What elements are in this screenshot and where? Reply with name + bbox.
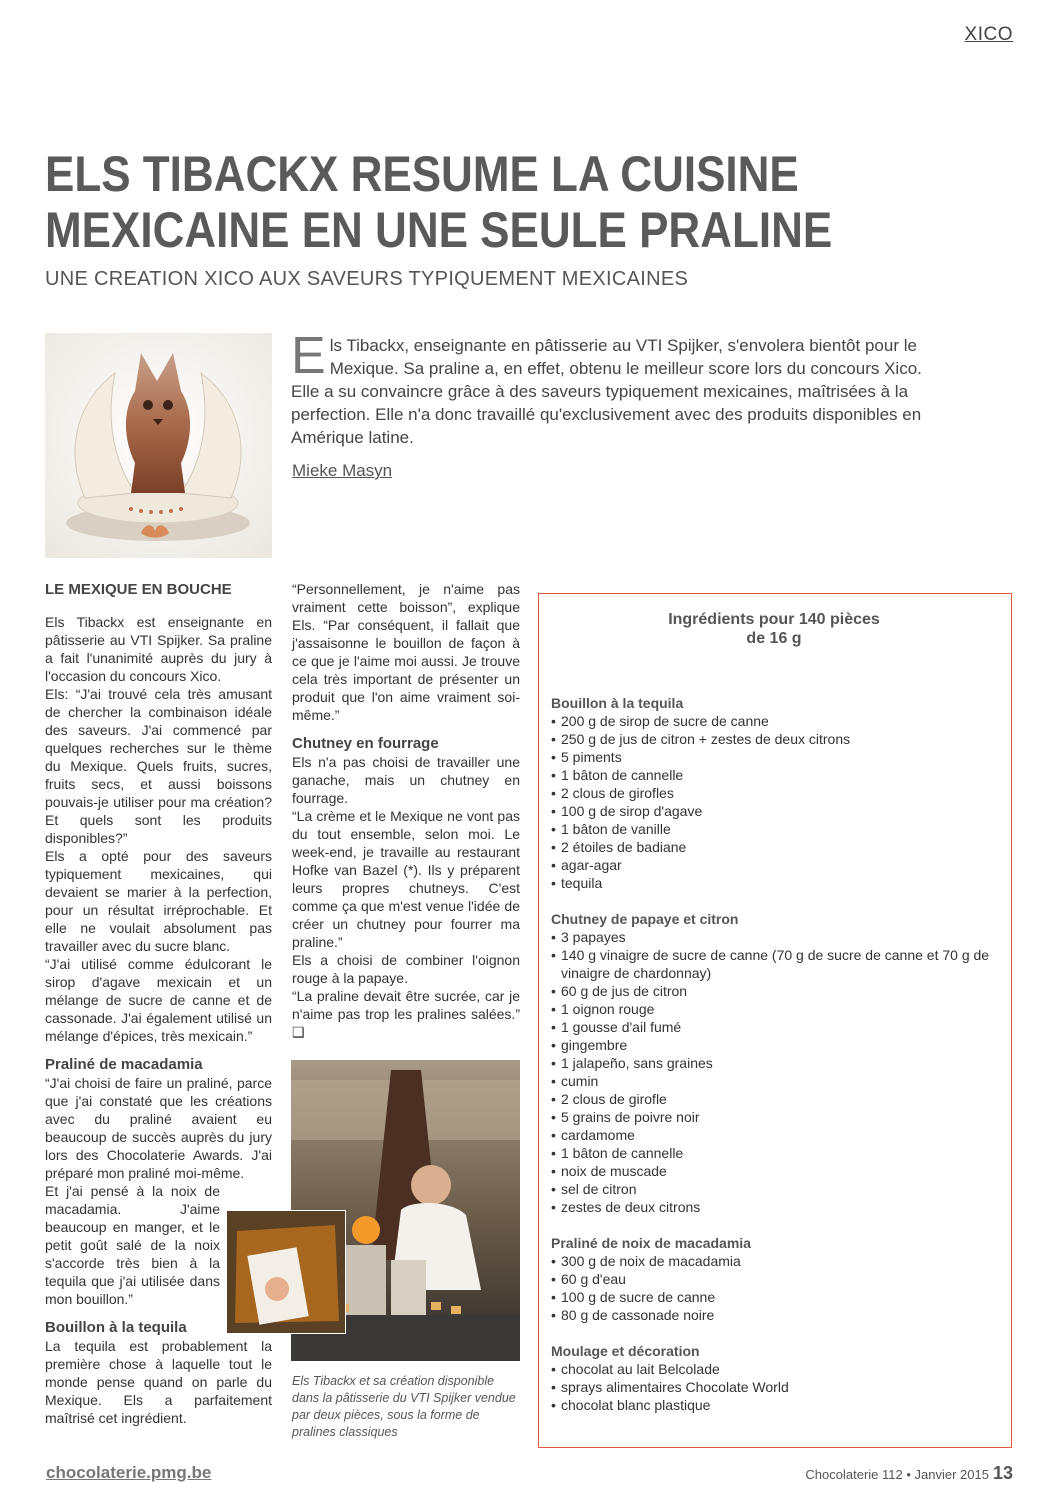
ingredient-group-title: Chutney de papaye et citron bbox=[551, 911, 739, 927]
ingredient-item: • 60 g de jus de citron bbox=[551, 982, 1001, 1000]
ingredient-item: • 1 jalapeño, sans graines bbox=[551, 1054, 1001, 1072]
ingredient-item: • 200 g de sirop de sucre de canne bbox=[551, 712, 1001, 730]
ingredient-item: • chocolat blanc plastique bbox=[551, 1396, 1001, 1414]
ingredients-box bbox=[538, 593, 1012, 1448]
praline-sculpture-photo bbox=[45, 333, 272, 558]
paragraph: Els: “J'ai trouvé cela très amusant de chercher la combinaison idéale des saveurs. J'ai commencé par quelques recherches sur le thème du Mexique. Quels fruits, sucres, fruits secs, et aussi boissons pouvais-je utiliser pour ma création? Et quels sont les produits disponibles?” bbox=[45, 686, 272, 846]
praline-packet-photo bbox=[226, 1210, 346, 1334]
paragraph: Els Tibackx est enseignante en pâtisserie au VTI Spijker. Sa praline a fait l'unanimité auprès du jury à l'occasion du concours Xico. bbox=[45, 614, 272, 684]
ingredient-item: • sprays alimentaires Chocolate World bbox=[551, 1378, 1001, 1396]
footer-issue: Chocolaterie 112 • Janvier 2015 bbox=[805, 1467, 989, 1482]
ingredient-item: • 2 clous de girofles bbox=[551, 784, 1001, 802]
headline bbox=[45, 146, 890, 258]
ingredient-group-praline bbox=[551, 1234, 1001, 1324]
ingredient-item: • 140 g vinaigre de sucre de canne (70 g de sucre de canne et 70 g de vinaigre de chardonnay) bbox=[551, 946, 1001, 982]
intro-dropcap: E bbox=[291, 327, 326, 385]
ingredient-item: • 1 bâton de cannelle bbox=[551, 766, 1001, 784]
ingredient-item: • 1 bâton de cannelle bbox=[551, 1144, 1001, 1162]
footer-website-link[interactable]: chocolaterie.pmg.be bbox=[46, 1463, 212, 1482]
intro-paragraph bbox=[291, 327, 931, 449]
paragraph: “J'ai choisi de faire un praliné, parce que j'ai constaté que les créations avec du praliné avaient eu beaucoup de succès auprès du jury lors des Chocolaterie Awards. J'ai préparé mon praliné moi-même. bbox=[45, 1075, 272, 1181]
paragraph: Els a choisi de combiner l'oignon rouge à la papaye. bbox=[292, 952, 520, 986]
ingredient-item: • 2 étoiles de badiane bbox=[551, 838, 1001, 856]
praline-sculpture-illustration bbox=[45, 333, 272, 558]
photo-caption: Els Tibackx et sa création disponible dans la pâtisserie du VTI Spijker vendue par deux pièces, sous la forme de pralines classiques bbox=[292, 1374, 516, 1439]
ingredient-item: • agar-agar bbox=[551, 856, 1001, 874]
ingredient-item: • 1 oignon rouge bbox=[551, 1000, 1001, 1018]
intro-text: ls Tibackx, enseignante en pâtisserie au VTI Spijker, s'envolera bientôt pour le Mexique. Sa praline a, en effet, obtenu le meilleur score lors du concours Xico. Elle a su convaincre grâce à des saveurs typiquement mexicaines, maîtrisées à la perfection. Elle n'a donc travaillé qu'exclusivement avec des produits disponibles en Amérique latine. bbox=[291, 336, 922, 447]
ingredient-item: • 100 g de sucre de canne bbox=[551, 1288, 1001, 1306]
ingredient-item: • noix de muscade bbox=[551, 1162, 1001, 1180]
headline-line-1: ELS TIBACKX RESUME LA CUISINE bbox=[45, 146, 799, 202]
ingredient-item: • chocolat au lait Belcolade bbox=[551, 1360, 1001, 1378]
ingredient-item: • cumin bbox=[551, 1072, 1001, 1090]
ingredient-group-chutney bbox=[551, 910, 1001, 1216]
paragraph: La tequila est probablement la première chose à laquelle tout le monde pense quand on parle du Mexique. Els a parfaitement maîtrisé cet ingrédient. bbox=[45, 1338, 272, 1426]
section-heading-praline: Praliné de macadamia bbox=[45, 1056, 203, 1073]
paragraph: “Personnellement, je n'aime pas vraiment cette boisson”, explique Els. “Par conséquent, il fallait que j'assaisonne le bouillon de façon à ce que je l'aime moi aussi. Je trouve cela très important de présenter un produit que l'on aime vraiment soi-même.” bbox=[292, 581, 520, 723]
section-tag: XICO bbox=[964, 24, 1013, 45]
section-heading-chutney: Chutney en fourrage bbox=[292, 735, 439, 752]
ingredient-item: • 80 g de cassonade noire bbox=[551, 1306, 1001, 1324]
paragraph: Et j'ai pensé à la noix de macadamia. J'aime beaucoup en manger, et le petit goût salé de la noix s'accorde très bien à la tequila que j'ai utilisée dans mon bouillon.” bbox=[45, 1183, 220, 1307]
author-byline[interactable]: Mieke Masyn bbox=[292, 461, 393, 480]
subheadline: UNE CREATION XICO AUX SAVEURS TYPIQUEMENT MEXICAINES bbox=[45, 268, 689, 290]
ingredient-group-moulage bbox=[551, 1342, 1001, 1414]
ingredient-item: • gingembre bbox=[551, 1036, 1001, 1054]
ingredient-item: • 1 gousse d'ail fumé bbox=[551, 1018, 1001, 1036]
ingredient-item: • 3 papayes bbox=[551, 928, 1001, 946]
ingredient-group-title: Praliné de noix de macadamia bbox=[551, 1235, 751, 1251]
ingredient-item: • sel de citron bbox=[551, 1180, 1001, 1198]
ingredient-group-title: Moulage et décoration bbox=[551, 1343, 700, 1359]
ingredient-item: • 60 g d'eau bbox=[551, 1270, 1001, 1288]
ingredient-list bbox=[551, 1252, 1001, 1324]
ingredient-item: • 2 clous de girofle bbox=[551, 1090, 1001, 1108]
ingredients-title-line-1: Ingrédients pour 140 pièces bbox=[668, 611, 880, 628]
paragraph: Els a opté pour des saveurs typiquement mexicaines, qui devaient se marier à la perfection, pour un résultat irréprochable. Et elle ne voulait absolument pas travailler avec du sucre blanc. bbox=[45, 848, 272, 954]
footer-issue-info bbox=[805, 1463, 1013, 1484]
section-heading-mexique: LE MEXIQUE EN BOUCHE bbox=[45, 581, 232, 598]
ingredient-item: • 5 grains de poivre noir bbox=[551, 1108, 1001, 1126]
section-heading-bouillon: Bouillon à la tequila bbox=[45, 1319, 187, 1336]
ingredient-list bbox=[551, 928, 1001, 1216]
ingredient-item: • tequila bbox=[551, 874, 1001, 892]
ingredient-item: • 250 g de jus de citron + zestes de deux citrons bbox=[551, 730, 1001, 748]
page-number: 13 bbox=[992, 1463, 1013, 1483]
paragraph: “La crème et le Mexique ne vont pas du tout ensemble, selon moi. Le week-end, je travaille au restaurant Hofke van Bazel (*). Ils y préparent leurs propres chutneys. C'est comme ça que m'est venue l'idée de créer un chutney pour fourrer ma praline.” bbox=[292, 808, 520, 950]
ingredient-item: • 100 g de sirop d'agave bbox=[551, 802, 1001, 820]
ingredient-item: • 5 piments bbox=[551, 748, 1001, 766]
ingredient-list bbox=[551, 1360, 1001, 1414]
ingredient-item: • cardamome bbox=[551, 1126, 1001, 1144]
headline-line-2: MEXICAINE EN UNE SEULE PRALINE bbox=[45, 202, 833, 258]
article-column-2 bbox=[292, 580, 520, 1041]
praline-packet-illustration bbox=[227, 1211, 345, 1333]
ingredients-title-line-2: de 16 g bbox=[746, 630, 802, 647]
ingredient-item: • 300 g de noix de macadamia bbox=[551, 1252, 1001, 1270]
ingredients-title bbox=[539, 610, 1009, 648]
paragraph: “La praline devait être sucrée, car je n'aime pas trop les pralines salées.” ❑ bbox=[292, 988, 520, 1040]
ingredient-group-bouillon bbox=[551, 694, 1001, 892]
ingredient-item: • zestes de deux citrons bbox=[551, 1198, 1001, 1216]
paragraph: “J'ai utilisé comme édulcorant le sirop d'agave mexicain et un mélange de sucre de canne et de cassonade. J'ai également utilisé un mélange d'épices, très mexicain.” bbox=[45, 956, 272, 1044]
paragraph: Els n'a pas choisi de travailler une ganache, mais un chutney en fourrage. bbox=[292, 754, 520, 806]
ingredient-list bbox=[551, 712, 1001, 892]
ingredient-item: • 1 bâton de vanille bbox=[551, 820, 1001, 838]
ingredient-group-title: Bouillon à la tequila bbox=[551, 695, 684, 711]
